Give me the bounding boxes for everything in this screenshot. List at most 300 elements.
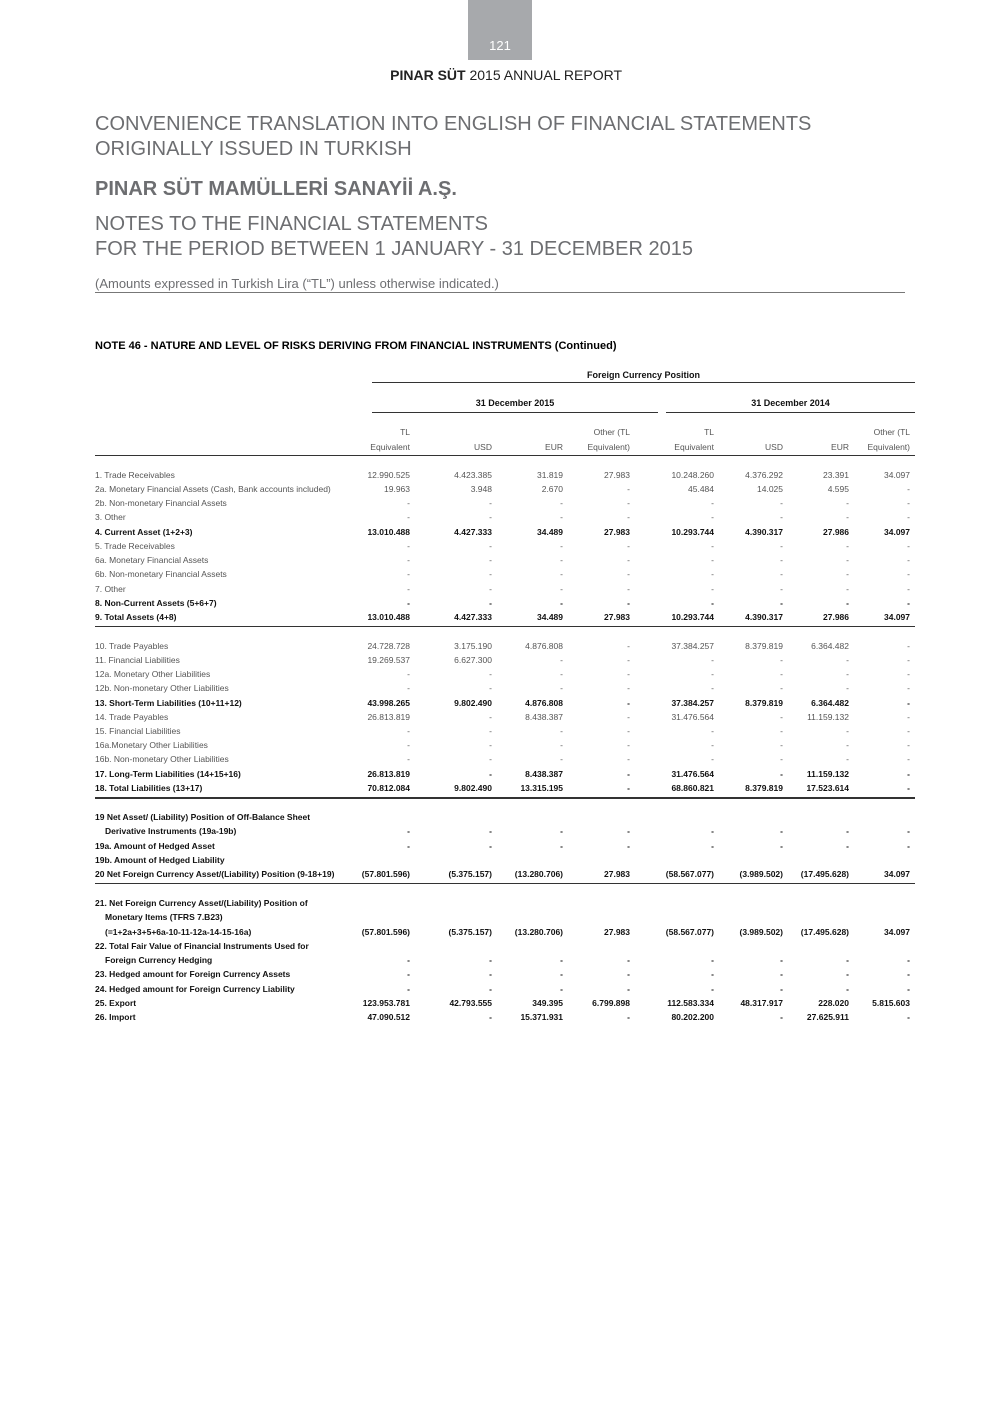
cell-col-6: - xyxy=(780,726,783,736)
cell-col-1: - xyxy=(407,498,410,508)
cell-col-6: - xyxy=(780,598,783,608)
cell-col-5: 37.384.257 xyxy=(671,698,714,708)
cell-col-6: - xyxy=(780,740,783,750)
cell-col-8: - xyxy=(907,726,910,736)
table-row xyxy=(0,469,1000,483)
cell-col-1: - xyxy=(407,841,410,851)
row-label: 6a. Monetary Financial Assets xyxy=(95,555,209,565)
cell-col-5: 37.384.257 xyxy=(671,641,714,651)
cell-col-8: 34.097 xyxy=(884,527,910,537)
row-label: 5. Trade Receivables xyxy=(95,541,175,551)
cell-col-7: - xyxy=(846,541,849,551)
cell-col-6: - xyxy=(780,584,783,594)
cell-col-3: - xyxy=(560,955,563,965)
cell-col-5: - xyxy=(711,541,714,551)
table-row xyxy=(0,640,1000,654)
cell-col-5: - xyxy=(711,826,714,836)
note-title: NOTE 46 - NATURE AND LEVEL OF RISKS DERIVING FROM FINANCIAL INSTRUMENTS (Continued) xyxy=(95,340,617,352)
cell-col-2: - xyxy=(489,769,492,779)
cell-col-5: - xyxy=(711,740,714,750)
column-header-4-line-1: Other (TL xyxy=(593,427,630,437)
column-header-3-line-2: EUR xyxy=(545,442,563,452)
cell-col-8: - xyxy=(907,1012,910,1022)
cell-col-8: - xyxy=(907,555,910,565)
table-title-rule xyxy=(372,382,915,383)
cell-col-6: 4.376.292 xyxy=(745,470,783,480)
cell-col-6: 4.390.317 xyxy=(745,527,783,537)
cell-col-1: 43.998.265 xyxy=(367,698,410,708)
period-2014: 31 December 2014 xyxy=(751,398,830,408)
cell-col-7: 27.625.911 xyxy=(806,1012,849,1022)
cell-col-5: - xyxy=(711,754,714,764)
cell-col-7: 17.523.614 xyxy=(806,783,849,793)
cell-col-5: - xyxy=(711,841,714,851)
cell-col-2: (5.375.157) xyxy=(448,869,492,879)
cell-col-3: (13.280.706) xyxy=(514,927,563,937)
cell-col-3: 349.395 xyxy=(532,998,563,1008)
cell-col-8: - xyxy=(907,683,910,693)
cell-col-8: - xyxy=(907,841,910,851)
cell-col-6: - xyxy=(780,555,783,565)
cell-col-7: - xyxy=(846,740,849,750)
cell-col-3: 4.876.808 xyxy=(525,641,563,651)
cell-col-1: (57.801.596) xyxy=(361,927,410,937)
cell-col-5: - xyxy=(711,969,714,979)
row-label: 21. Net Foreign Currency Asset/(Liability) Position of xyxy=(95,898,308,908)
cell-col-1: 70.812.084 xyxy=(367,783,410,793)
cell-col-1: 13.010.488 xyxy=(367,612,410,622)
cell-col-4: - xyxy=(627,569,630,579)
cell-col-5: - xyxy=(711,598,714,608)
cell-col-2: - xyxy=(489,584,492,594)
cell-col-3: - xyxy=(560,512,563,522)
cell-col-3: - xyxy=(560,584,563,594)
cell-col-4: - xyxy=(627,555,630,565)
cell-col-5: - xyxy=(711,569,714,579)
cell-col-2: - xyxy=(489,754,492,764)
cell-col-5: - xyxy=(711,984,714,994)
cell-col-8: - xyxy=(907,655,910,665)
cell-col-1: 13.010.488 xyxy=(367,527,410,537)
cell-col-7: - xyxy=(846,683,849,693)
cell-col-8: - xyxy=(907,712,910,722)
cell-col-3: - xyxy=(560,655,563,665)
cell-col-4: - xyxy=(627,669,630,679)
table-row xyxy=(0,526,1000,540)
cell-col-7: - xyxy=(846,754,849,764)
column-header-2-line-2: USD xyxy=(474,442,492,452)
page-number-tab xyxy=(468,0,532,60)
cell-col-7: 4.595 xyxy=(827,484,849,494)
cell-col-2: - xyxy=(489,826,492,836)
row-label: 19a. Amount of Hedged Asset xyxy=(95,841,215,851)
report-header xyxy=(0,67,622,83)
cell-col-1: 12.990.525 xyxy=(367,470,410,480)
row-label: Derivative Instruments (19a-19b) xyxy=(105,826,237,836)
cell-col-1: - xyxy=(407,555,410,565)
cell-col-6: - xyxy=(780,712,783,722)
period-2015-rule xyxy=(372,412,658,413)
cell-col-2: - xyxy=(489,555,492,565)
cell-col-3: 13.315.195 xyxy=(520,783,563,793)
cell-col-7: 11.159.132 xyxy=(807,712,849,722)
cell-col-8: - xyxy=(907,783,910,793)
cell-col-4: - xyxy=(627,841,630,851)
cell-col-4: - xyxy=(627,584,630,594)
cell-col-7: - xyxy=(846,555,849,565)
main-heading xyxy=(95,112,811,162)
amounts-note: (Amounts expressed in Turkish Lira (“TL”) unless otherwise indicated.) xyxy=(95,276,499,291)
cell-col-7: - xyxy=(846,969,849,979)
row-label: 26. Import xyxy=(95,1012,136,1022)
cell-col-1: - xyxy=(407,955,410,965)
table-row xyxy=(0,682,1000,696)
cell-col-3: 8.438.387 xyxy=(525,769,563,779)
cell-col-8: - xyxy=(907,754,910,764)
table-row xyxy=(0,611,1000,625)
cell-col-4: - xyxy=(627,969,630,979)
table-row xyxy=(0,940,1000,954)
cell-col-2: 3.948 xyxy=(470,484,492,494)
row-label: Foreign Currency Hedging xyxy=(105,955,213,965)
cell-col-2: 6.627.300 xyxy=(454,655,492,665)
table-row xyxy=(0,711,1000,725)
cell-col-4: - xyxy=(627,655,630,665)
cell-col-3: - xyxy=(560,841,563,851)
cell-col-8: - xyxy=(907,569,910,579)
cell-col-3: - xyxy=(560,826,563,836)
row-label: 9. Total Assets (4+8) xyxy=(95,612,177,622)
cell-col-6: - xyxy=(780,769,783,779)
cell-col-1: 26.813.819 xyxy=(367,712,410,722)
cell-col-4: 27.983 xyxy=(604,527,630,537)
table-row xyxy=(0,739,1000,753)
cell-col-2: - xyxy=(489,984,492,994)
cell-col-5: - xyxy=(711,555,714,565)
cell-col-3: - xyxy=(560,498,563,508)
cell-col-1: - xyxy=(407,984,410,994)
cell-col-4: - xyxy=(627,826,630,836)
row-label: 8. Non-Current Assets (5+6+7) xyxy=(95,598,217,608)
column-header-4-line-2: Equivalent) xyxy=(587,442,630,452)
cell-col-7: (17.495.628) xyxy=(800,927,849,937)
cell-col-4: 6.799.898 xyxy=(592,998,630,1008)
cell-col-1: - xyxy=(407,969,410,979)
cell-col-5: 112.583.334 xyxy=(667,998,714,1008)
cell-col-8: 34.097 xyxy=(884,869,910,879)
table-row xyxy=(0,597,1000,611)
table-separator xyxy=(95,883,915,884)
row-label: 24. Hedged amount for Foreign Currency Liability xyxy=(95,984,295,994)
report-brand: PINAR SÜT xyxy=(390,67,466,83)
cell-col-8: - xyxy=(907,484,910,494)
table-row xyxy=(0,554,1000,568)
cell-col-8: - xyxy=(907,541,910,551)
cell-col-4: - xyxy=(627,783,630,793)
row-label: 15. Financial Liabilities xyxy=(95,726,181,736)
cell-col-5: (58.567.077) xyxy=(665,927,714,937)
cell-col-1: - xyxy=(407,726,410,736)
cell-col-6: - xyxy=(780,841,783,851)
cell-col-2: - xyxy=(489,841,492,851)
cell-col-1: 47.090.512 xyxy=(367,1012,410,1022)
cell-col-7: 27.986 xyxy=(823,612,849,622)
cell-col-2: - xyxy=(489,598,492,608)
sub-heading-line-2: FOR THE PERIOD BETWEEN 1 JANUARY - 31 DECEMBER 2015 xyxy=(95,238,693,260)
table-separator xyxy=(95,626,915,627)
column-header-rule xyxy=(95,455,915,456)
row-label: 18. Total Liabilities (13+17) xyxy=(95,783,203,793)
cell-col-5: 80.202.200 xyxy=(671,1012,714,1022)
table-row xyxy=(0,954,1000,968)
cell-col-2: - xyxy=(489,1012,492,1022)
table-row xyxy=(0,668,1000,682)
column-header-8-line-2: Equivalent) xyxy=(867,442,910,452)
period-2015: 31 December 2015 xyxy=(475,398,555,408)
cell-col-4: - xyxy=(627,769,630,779)
table-row xyxy=(0,911,1000,925)
cell-col-3: (13.280.706) xyxy=(514,869,563,879)
cell-col-5: (58.567.077) xyxy=(665,869,714,879)
cell-col-7: 27.986 xyxy=(823,527,849,537)
cell-col-5: - xyxy=(711,512,714,522)
cell-col-6: 8.379.819 xyxy=(745,698,783,708)
cell-col-7: - xyxy=(846,726,849,736)
cell-col-3: 31.819 xyxy=(537,470,563,480)
table-row xyxy=(0,768,1000,782)
cell-col-5: 10.293.744 xyxy=(671,612,714,622)
cell-col-4: - xyxy=(627,698,630,708)
cell-col-2: - xyxy=(489,955,492,965)
cell-col-6: 4.390.317 xyxy=(745,612,783,622)
table-row xyxy=(0,497,1000,511)
table-row xyxy=(0,840,1000,854)
cell-col-3: - xyxy=(560,555,563,565)
cell-col-6: - xyxy=(780,512,783,522)
header-divider xyxy=(95,292,905,293)
row-label: 16b. Non-monetary Other Liabilities xyxy=(95,754,229,764)
cell-col-4: - xyxy=(627,984,630,994)
table-row xyxy=(0,725,1000,739)
cell-col-7: - xyxy=(846,669,849,679)
cell-col-4: - xyxy=(627,498,630,508)
table-row xyxy=(0,483,1000,497)
cell-col-4: - xyxy=(627,740,630,750)
cell-col-8: - xyxy=(907,698,910,708)
cell-col-7: - xyxy=(846,984,849,994)
cell-col-8: - xyxy=(907,984,910,994)
cell-col-4: - xyxy=(627,598,630,608)
cell-col-2: (5.375.157) xyxy=(448,927,492,937)
row-label: (=1+2a+3+5+6a-10-11-12a-14-15-16a) xyxy=(105,927,252,937)
column-header-5-line-2: Equivalent xyxy=(674,442,714,452)
cell-col-2: - xyxy=(489,512,492,522)
cell-col-3: - xyxy=(560,969,563,979)
cell-col-5: - xyxy=(711,683,714,693)
cell-col-3: - xyxy=(560,541,563,551)
cell-col-4: - xyxy=(627,641,630,651)
table-row xyxy=(0,997,1000,1011)
cell-col-6: - xyxy=(780,498,783,508)
sub-heading xyxy=(95,212,693,262)
cell-col-2: - xyxy=(489,740,492,750)
column-header-1-line-2: Equivalent xyxy=(370,442,410,452)
cell-col-3: 15.371.931 xyxy=(520,1012,563,1022)
cell-col-1: (57.801.596) xyxy=(361,869,410,879)
table-row xyxy=(0,854,1000,868)
cell-col-6: 14.025 xyxy=(757,484,783,494)
cell-col-2: - xyxy=(489,569,492,579)
cell-col-6: - xyxy=(780,569,783,579)
row-label: 25. Export xyxy=(95,998,137,1008)
table-row xyxy=(0,753,1000,767)
cell-col-7: 6.364.482 xyxy=(811,641,849,651)
column-header-7-line-2: EUR xyxy=(831,442,849,452)
table-row xyxy=(0,897,1000,911)
cell-col-2: 4.427.333 xyxy=(454,527,492,537)
table-row xyxy=(0,782,1000,796)
cell-col-5: 31.476.564 xyxy=(671,769,714,779)
report-title: 2015 ANNUAL REPORT xyxy=(469,67,622,83)
cell-col-8: - xyxy=(907,598,910,608)
cell-col-8: - xyxy=(907,512,910,522)
table-separator xyxy=(95,797,915,799)
table-title: Foreign Currency Position xyxy=(586,370,700,380)
table-row xyxy=(0,868,1000,882)
row-label: 13. Short-Term Liabilities (10+11+12) xyxy=(95,698,242,708)
cell-col-4: - xyxy=(627,683,630,693)
cell-col-3: - xyxy=(560,569,563,579)
cell-col-1: 19.963 xyxy=(384,484,410,494)
cell-col-5: - xyxy=(711,955,714,965)
cell-col-7: - xyxy=(846,584,849,594)
cell-col-2: 3.175.190 xyxy=(454,641,492,651)
cell-col-6: - xyxy=(780,955,783,965)
cell-col-6: (3.989.502) xyxy=(739,927,783,937)
cell-col-5: - xyxy=(711,655,714,665)
cell-col-1: - xyxy=(407,584,410,594)
column-header-5-line-1: TL xyxy=(704,427,714,437)
cell-col-1: - xyxy=(407,754,410,764)
row-label: 17. Long-Term Liabilities (14+15+16) xyxy=(95,769,241,779)
cell-col-5: 10.248.260 xyxy=(671,470,714,480)
cell-col-6: - xyxy=(780,984,783,994)
cell-col-3: 34.489 xyxy=(537,527,563,537)
table-row xyxy=(0,511,1000,525)
row-label: 23. Hedged amount for Foreign Currency Assets xyxy=(95,969,291,979)
table-row xyxy=(0,811,1000,825)
cell-col-2: 4.427.333 xyxy=(454,612,492,622)
cell-col-4: - xyxy=(627,955,630,965)
cell-col-8: 34.097 xyxy=(884,612,910,622)
column-header-8-line-1: Other (TL xyxy=(873,427,910,437)
cell-col-7: 23.391 xyxy=(823,470,849,480)
company-name: PINAR SÜT MAMÜLLERİ SANAYİİ A.Ş. xyxy=(95,178,457,200)
column-header-6-line-2: USD xyxy=(765,442,783,452)
cell-col-1: - xyxy=(407,541,410,551)
cell-col-2: - xyxy=(489,498,492,508)
cell-col-8: - xyxy=(907,641,910,651)
row-label: 7. Other xyxy=(95,584,126,594)
cell-col-5: - xyxy=(711,498,714,508)
cell-col-4: 27.983 xyxy=(604,612,630,622)
cell-col-7: - xyxy=(846,826,849,836)
main-heading-line-2: ORIGINALLY ISSUED IN TURKISH xyxy=(95,138,412,160)
cell-col-4: - xyxy=(627,754,630,764)
cell-col-7: - xyxy=(846,598,849,608)
cell-col-6: - xyxy=(780,969,783,979)
cell-col-3: - xyxy=(560,669,563,679)
table-row xyxy=(0,968,1000,982)
cell-col-7: - xyxy=(846,655,849,665)
cell-col-8: 5.815.603 xyxy=(872,998,910,1008)
cell-col-6: - xyxy=(780,669,783,679)
cell-col-1: - xyxy=(407,740,410,750)
cell-col-5: 31.476.564 xyxy=(671,712,714,722)
cell-col-4: 27.983 xyxy=(604,927,630,937)
cell-col-3: 8.438.387 xyxy=(525,712,563,722)
row-label: 2a. Monetary Financial Assets (Cash, Bank accounts included) xyxy=(95,484,331,494)
cell-col-1: 123.953.781 xyxy=(362,998,410,1008)
cell-col-8: - xyxy=(907,669,910,679)
cell-col-8: 34.097 xyxy=(884,470,910,480)
table-row xyxy=(0,825,1000,839)
cell-col-7: - xyxy=(846,512,849,522)
row-label: 3. Other xyxy=(95,512,126,522)
cell-col-7: - xyxy=(846,569,849,579)
cell-col-2: 4.423.385 xyxy=(454,470,492,480)
row-label: 12b. Non-monetary Other Liabilities xyxy=(95,683,229,693)
cell-col-6: - xyxy=(780,655,783,665)
cell-col-7: (17.495.628) xyxy=(800,869,849,879)
row-label: 10. Trade Payables xyxy=(95,641,169,651)
row-label: 12a. Monetary Other Liabilities xyxy=(95,669,211,679)
cell-col-5: - xyxy=(711,669,714,679)
cell-col-5: - xyxy=(711,726,714,736)
cell-col-5: 10.293.744 xyxy=(671,527,714,537)
cell-col-6: - xyxy=(780,754,783,764)
cell-col-4: - xyxy=(627,1012,630,1022)
row-label: 6b. Non-monetary Financial Assets xyxy=(95,569,227,579)
cell-col-2: - xyxy=(489,712,492,722)
cell-col-1: 19.269.537 xyxy=(367,655,410,665)
cell-col-2: 42.793.555 xyxy=(449,998,492,1008)
main-heading-line-1: CONVENIENCE TRANSLATION INTO ENGLISH OF FINANCIAL STATEMENTS xyxy=(95,113,812,135)
row-label: 4. Current Asset (1+2+3) xyxy=(95,527,193,537)
cell-col-7: - xyxy=(846,841,849,851)
sub-heading-line-1: NOTES TO THE FINANCIAL STATEMENTS xyxy=(95,213,489,235)
cell-col-5: 68.860.821 xyxy=(671,783,714,793)
cell-col-8: 34.097 xyxy=(884,927,910,937)
cell-col-1: - xyxy=(407,669,410,679)
cell-col-3: - xyxy=(560,598,563,608)
cell-col-1: - xyxy=(407,512,410,522)
cell-col-3: - xyxy=(560,754,563,764)
row-label: 19b. Amount of Hedged Liability xyxy=(95,855,225,865)
cell-col-4: - xyxy=(627,726,630,736)
cell-col-4: 27.983 xyxy=(604,869,630,879)
row-label: 19 Net Asset/ (Liability) Position of Off-Balance Sheet xyxy=(95,812,311,822)
table-row xyxy=(0,568,1000,582)
row-label: Monetary Items (TFRS 7.B23) xyxy=(105,912,223,922)
cell-col-4: - xyxy=(627,712,630,722)
cell-col-4: - xyxy=(627,484,630,494)
row-label: 1. Trade Receivables xyxy=(95,470,175,480)
cell-col-3: - xyxy=(560,740,563,750)
cell-col-4: 27.983 xyxy=(604,470,630,480)
cell-col-8: - xyxy=(907,740,910,750)
cell-col-3: 2.670 xyxy=(541,484,563,494)
